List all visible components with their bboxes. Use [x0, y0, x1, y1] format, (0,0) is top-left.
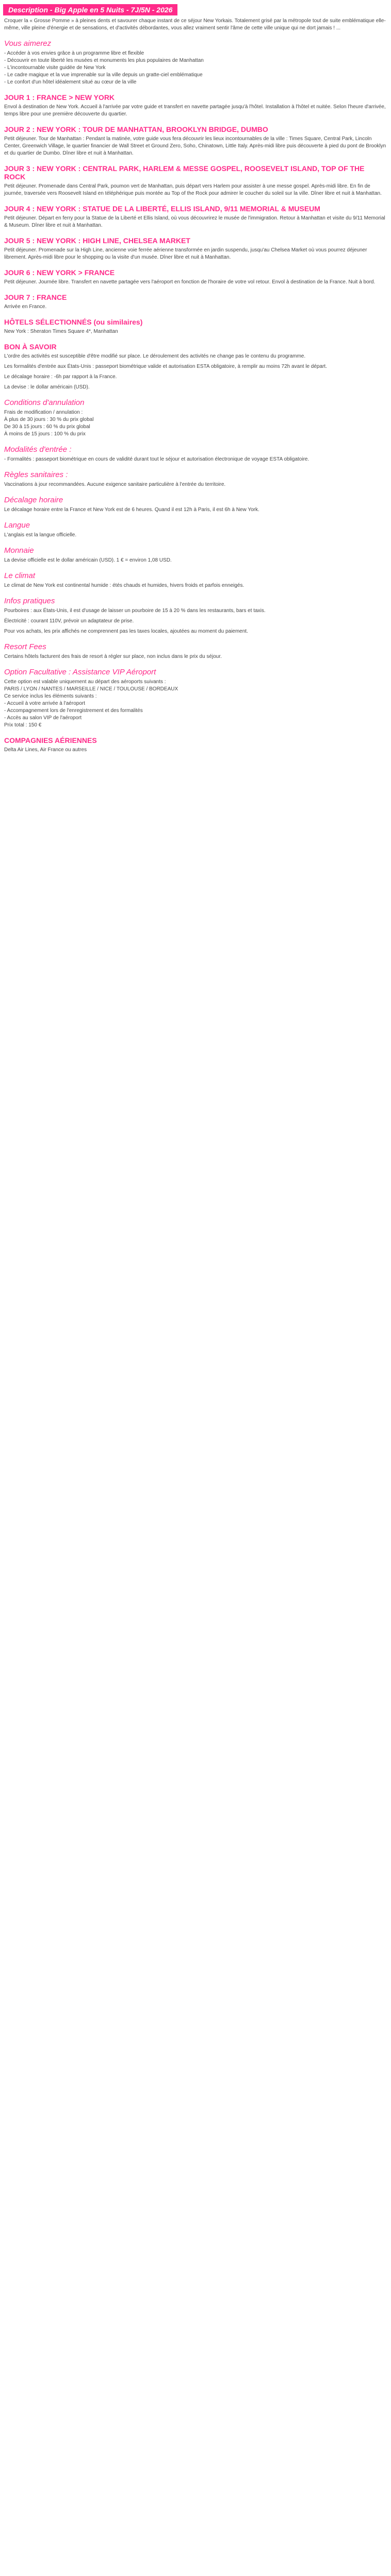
paragraph: Le décalage horaire : -6h par rapport à la France.	[4, 374, 117, 380]
monnaie-section	[0, 546, 391, 564]
section-vous-aimerez	[0, 39, 391, 86]
section-title: HÔTELS SÉLECTIONNÉS (ou similaires)	[4, 318, 143, 326]
list-item: - Accéder à vos envies grâce à un programme libre et flexible	[4, 50, 144, 56]
paragraph: Pour vos achats, les prix affichés ne comprennent pas les taxes locales, ajoutées au moment du paiement.	[4, 629, 248, 634]
section-title: Le climat	[4, 571, 36, 580]
day-title: JOUR 2 : NEW YORK : TOUR DE MANHATTAN, BROOKLYN BRIDGE, DUMBO	[4, 125, 268, 133]
day-6	[0, 268, 391, 286]
section-title: Vous aimerez	[4, 39, 52, 48]
paragraph: La devise : le dollar américain (USD).	[4, 384, 90, 390]
day-7	[0, 293, 391, 311]
hotels-section	[0, 318, 391, 335]
day-1	[0, 93, 391, 118]
list-item: Prix total : 150 €	[4, 722, 42, 728]
list-item: - Découvrir en toute liberté les musées et monuments les plus populaires de Manhattan	[4, 58, 204, 63]
list-item: De 30 à 15 jours : 60 % du prix global	[4, 424, 90, 430]
day-body: Petit déjeuner. Promenade dans Central Park, poumon vert de Manhattan, puis départ vers Harlem pour assister à une messe gospel. Après-midi libre. En fin de journée, traversée vers Roosevelt Island en téléphérique puis montée au Top of the Rock pour admirer le coucher du soleil sur la ville. Dîner libre et nuit à Manhattan.	[4, 183, 382, 196]
option-list	[4, 679, 387, 729]
regles-body: Vaccinations à jour recommandées. Aucune exigence sanitaire particulière à l'entrée du territoire.	[4, 482, 226, 487]
list-item: PARIS / LYON / NANTES / MARSEILLE / NICE / TOULOUSE / BORDEAUX	[4, 686, 178, 692]
day-5	[0, 236, 391, 261]
modalites-body: - Formalités : passeport biométrique en cours de validité durant tout le séjour et autorisation électronique de voyage ESTA obligatoire.	[4, 456, 309, 462]
section-title: Resort Fees	[4, 642, 46, 651]
hotels-body: New York : Sheraton Times Square 4*, Manhattan	[4, 329, 118, 334]
monnaie-body: La devise officielle est le dollar américain (USD). 1 € = environ 1,08 USD.	[4, 557, 172, 563]
day-title: JOUR 1 : FRANCE > NEW YORK	[4, 93, 115, 101]
section-title: BON À SAVOIR	[4, 343, 57, 351]
bon-a-savoir-section	[0, 343, 391, 391]
list-item: Cette option est valable uniquement au départ des aéroports suivants :	[4, 679, 166, 685]
day-3	[0, 164, 391, 197]
section-title: COMPAGNIES AÉRIENNES	[4, 736, 97, 744]
day-title: JOUR 4 : NEW YORK : STATUE DE LA LIBERTÉ, ELLIS ISLAND, 9/11 MEMORIAL & MUSEUM	[4, 205, 320, 213]
list-item: À moins de 15 jours : 100 % du prix	[4, 431, 86, 437]
day-title: JOUR 7 : FRANCE	[4, 293, 67, 301]
day-body: Petit déjeuner. Tour de Manhattan : Pendant la matinée, votre guide vous fera découvrir les lieux incontournables de la ville : Times Square, Central Park, Lincoln Center, Greenwich Village, le quartier financier de Wall Street et Ground Zero, Soho, Chinatown, Little Italy. Après-midi libre puis découverte à pied du pont de Brooklyn et du quartier de Dumbo. Dîner libre et nuit à Manhattan.	[4, 136, 386, 156]
section-title: Option Facultative : Assistance VIP Aéroport	[4, 668, 156, 676]
section-title: Conditions d'annulation	[4, 398, 85, 407]
resort-section	[0, 642, 391, 660]
langue-body: L'anglais est la langue officielle.	[4, 532, 77, 538]
trip-description-page	[0, 0, 391, 767]
highlights-list	[4, 50, 387, 86]
day-title: JOUR 6 : NEW YORK > FRANCE	[4, 268, 115, 277]
day-body: Petit déjeuner. Départ en ferry pour la Statue de la Liberté et Ellis Island, où vous découvrirez le musée de l'immigration. Retour à Manhattan et visite du 9/11 Memorial & Museum. Dîner libre et nuit à Manhattan.	[4, 215, 385, 228]
conditions-list	[4, 409, 387, 438]
resort-body: Certains hôtels facturent des frais de resort à régler sur place, non inclus dans le prix du séjour.	[4, 654, 222, 659]
regles-section	[0, 470, 391, 488]
section-title: Décalage horaire	[4, 496, 63, 504]
section-title: Modalités d'entrée :	[4, 445, 72, 454]
list-item: - Le cadre magique et la vue imprenable sur la ville depuis un gratte-ciel emblématique	[4, 72, 203, 78]
decalage-body: Le décalage horaire entre la France et New York est de 6 heures. Quand il est 12h à Paris, il est 6h à New York.	[4, 507, 259, 513]
page-title: Description - Big Apple en 5 Nuits - 7J/5N - 2026	[3, 4, 177, 15]
paragraph: Pourboires : aux États-Unis, il est d'usage de laisser un pourboire de 15 à 20 % dans les restaurants, bars et taxis.	[4, 608, 266, 614]
day-body: Petit déjeuner. Journée libre. Transfert en navette partagée vers l'aéroport en fonction de l'horaire de votre vol retour. Envol à destination de la France. Nuit à bord.	[4, 279, 376, 285]
intro-text: Croquer la « Grosse Pomme » à pleines dents et savourer chaque instant de ce séjour New Yorkais. Totalement grisé par la métropole tout de suite emblématique elle-même, ville pleine d'énergie et de sensations, et d'activités débordantes, vous allez vraiment sentir l'âme de cette ville unique qui ne dort jamais ! ...	[4, 18, 386, 31]
decalage-section	[0, 496, 391, 514]
day-body: Petit déjeuner. Promenade sur la High Line, ancienne voie ferrée aérienne transformée en jardin suspendu, jusqu'au Chelsea Market où vous pourrez déjeuner librement. Après-midi libre pour le shopping ou la visite d'un musée. Dîner libre et nuit à Manhattan.	[4, 247, 367, 260]
list-item: - Le confort d'un hôtel idéalement situé au cœur de la ville	[4, 79, 137, 85]
section-title: Langue	[4, 521, 30, 530]
list-item: - L'incontournable visite guidée de New York	[4, 65, 106, 71]
compagnies-body: Delta Air Lines, Air France ou autres	[4, 747, 87, 753]
climat-body: Le climat de New York est continental humide : étés chauds et humides, hivers froids et parfois enneigés.	[4, 583, 245, 588]
day-2	[0, 125, 391, 157]
list-item: - Accès au salon VIP de l'aéroport	[4, 715, 82, 721]
day-title: JOUR 5 : NEW YORK : HIGH LINE, CHELSEA MARKET	[4, 236, 190, 245]
paragraph: Électricité : courant 110V, prévoir un adaptateur de prise.	[4, 618, 134, 624]
list-item: - Accompagnement lors de l'enregistrement et des formalités	[4, 708, 143, 714]
list-item: - Accueil à votre arrivée à l'aéroport	[4, 701, 85, 706]
option-section	[0, 668, 391, 729]
climat-section	[0, 571, 391, 589]
list-item: À plus de 30 jours : 30 % du prix global	[4, 417, 94, 422]
paragraph: L'ordre des activités est susceptible d'être modifié sur place. Le déroulement des activités ne change pas le contenu du programme.	[4, 353, 306, 359]
day-4	[0, 205, 391, 229]
list-item: Ce service inclus les éléments suivants :	[4, 693, 97, 699]
section-title: Monnaie	[4, 546, 34, 555]
paragraph: Les formalités d'entrée aux États-Unis : passeport biométrique valide et autorisation ESTA obligatoire, à remplir au moins 72h avant le départ.	[4, 364, 327, 369]
section-title: Infos pratiques	[4, 597, 55, 605]
compagnies-section	[0, 736, 391, 754]
list-item: Frais de modification / annulation :	[4, 410, 83, 415]
day-body: Arrivée en France.	[4, 304, 47, 310]
modalites-section	[0, 445, 391, 463]
langue-section	[0, 521, 391, 539]
section-title: Règles sanitaires :	[4, 470, 68, 479]
conditions-section	[0, 398, 391, 438]
infos-section	[0, 597, 391, 635]
day-title: JOUR 3 : NEW YORK : CENTRAL PARK, HARLEM & MESSE GOSPEL, ROOSEVELT ISLAND, TOP OF THE ROCK	[4, 164, 365, 181]
day-body: Envol à destination de New York. Accueil à l'arrivée par votre guide et transfert en navette partagée jusqu'à l'hôtel. Installation à l'hôtel et nuitée. Selon l'heure d'arrivée, temps libre pour une première découverte du quartier.	[4, 104, 386, 117]
